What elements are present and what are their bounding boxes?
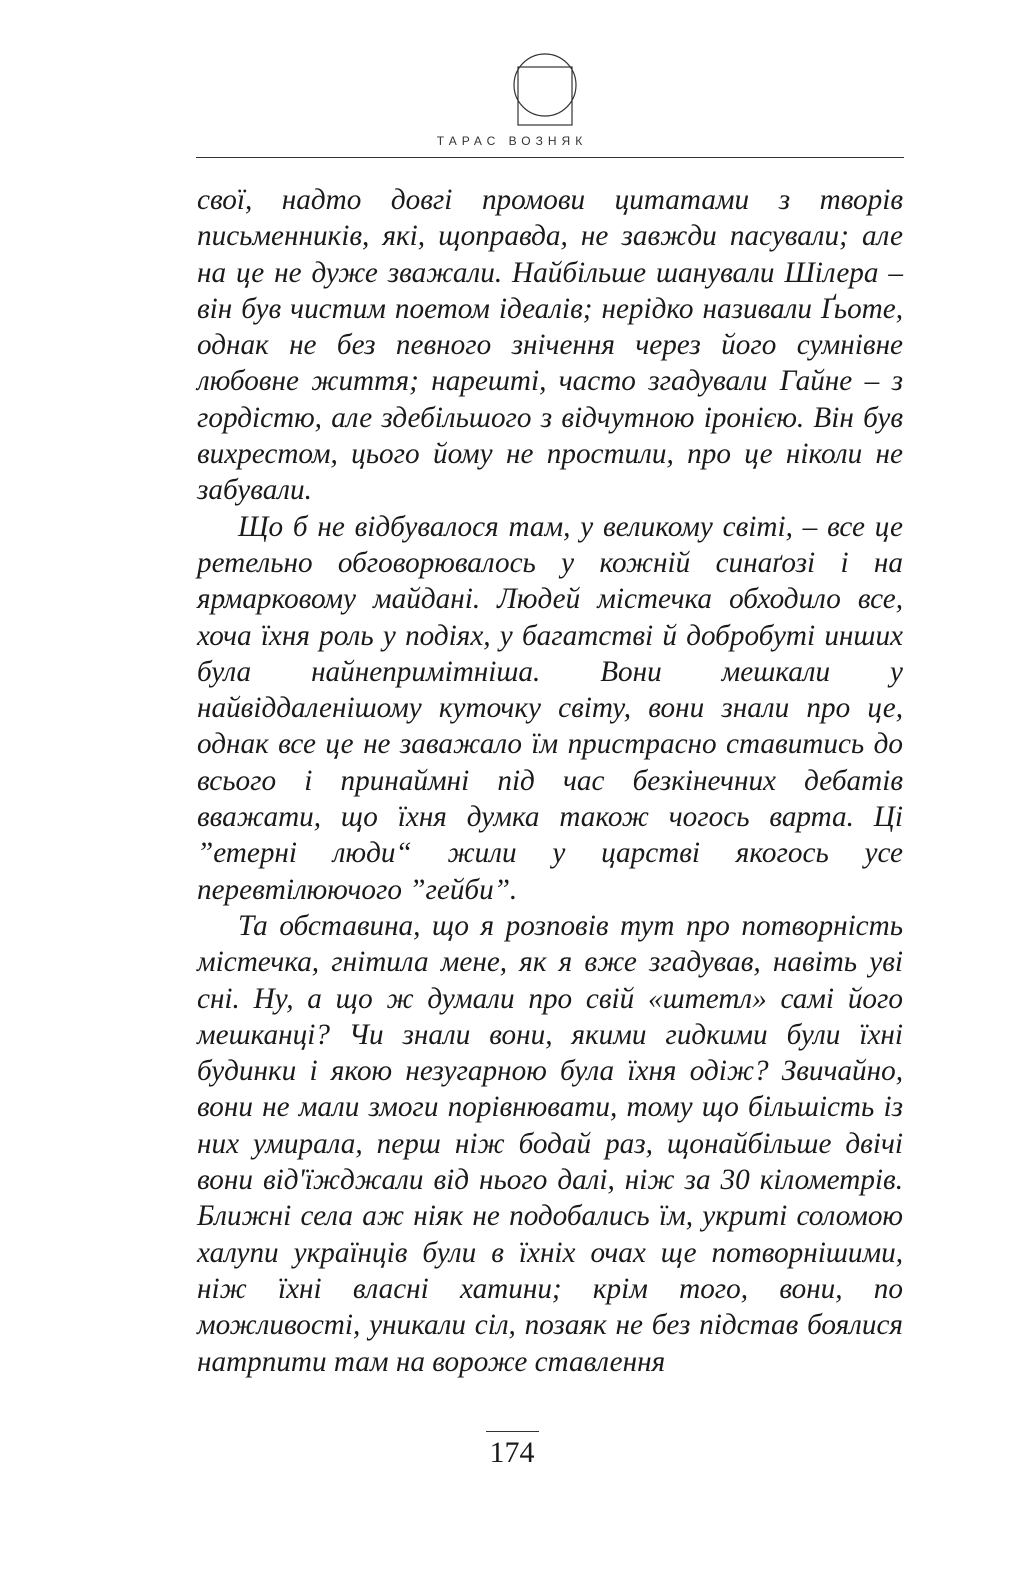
page-number-container bbox=[0, 1431, 1024, 1470]
paragraph-continued: свої, надто довгі промови цитатами з творів письменників, які, щоправда, не завжди пасували; але на це не дуже зважали. Найбільше шанували Шілера – він був чистим поетом ідеалів; нерідко називали Ґьоте, однак не без певного знічення через його сумнівне любовне життя; нарешті, часто згадували Гайне – з гордістю, але здебільшого з відчутною іронією. Він був вихрестом, цього йому не простили, про це ніколи не забували. bbox=[197, 184, 903, 507]
paragraph: Що б не відбувалося там, у великому світі, – все це ретельно обговорювалось у кожній синаґозі і на ярмарковому майдані. Людей містечка обходило все, хоча їхня роль у подіях, у багатстві й добробуті инших була найнепримітніша. Вони мешкали у найвіддаленішому куточку світу, вони знали про це, однак все це не заважало їм пристрасно ставитись до всього і принаймні під час безкінечних дебатів вважати, що їхня думка також чогось варта. Ці ”етерні люди“ жили у царстві якогось усе перевтілюючого ”гейби”. bbox=[197, 510, 903, 906]
page-number: 174 bbox=[486, 1431, 539, 1470]
page-body bbox=[197, 182, 903, 1380]
running-header-author: ТАРАС ВОЗНЯК bbox=[436, 134, 588, 148]
header-divider bbox=[196, 157, 904, 158]
header-emblem-icon bbox=[510, 45, 580, 133]
paragraph: Та обставина, що я розповів тут про потворність містечка, гнітила мене, як я вже згадував, навіть уві сні. Ну, а що ж думали про свій «штетл» самі його мешканці? Чи знали вони, якими гидкими були їхні будинки і якою незугарною була їхня одіж? Звичайно, вони не мали змоги порівнювати, тому що більшість із них умирала, перш ніж бодай раз, щонайбільше двічі вони від'їжджали від нього далі, ніж за 30 кілометрів. Ближні села аж ніяк не подобались їм, укриті соломою халупи українців були в їхніх очах ще потворнішими, ніж їхні власні хатини; крім того, вони, по можливості, уникали сіл, позаяк не без підстав боялися натрпити там на вороже ставлення bbox=[197, 909, 903, 1378]
